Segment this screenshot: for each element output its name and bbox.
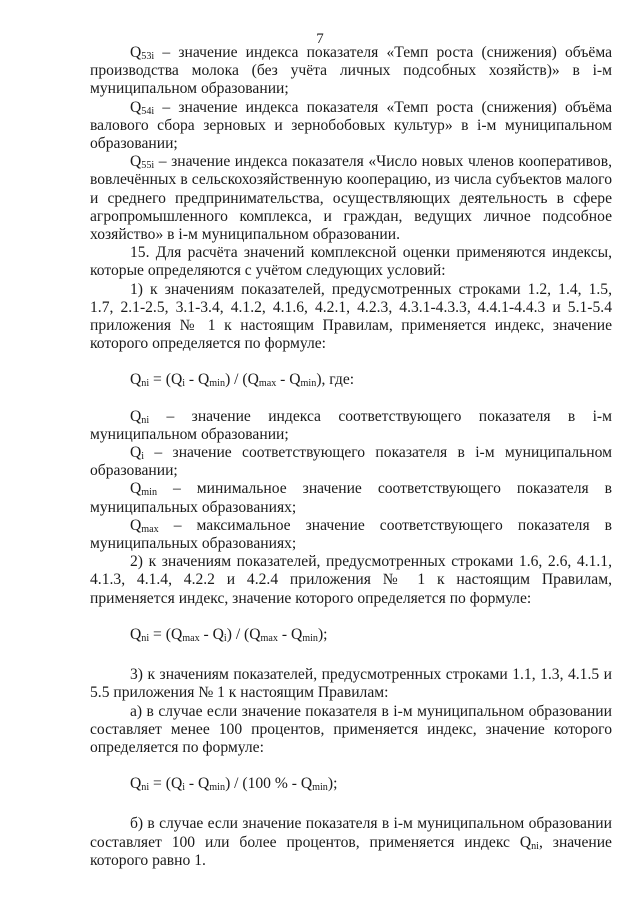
condition-2: 2) к значениям показателей, предусмотренных строками 1.6, 2.6, 4.1.1, 4.1.3, 4.1.4, 4.2.2 и 4.2.4 приложения № 1 к настоящим Правилам, применяется индекс, значение которого определяется по формуле:	[90, 553, 612, 607]
definition-qmax: $Q_{max}$ – максимальное значение соответствующего показателя в муниципальных образованиях;	[90, 516, 612, 553]
definition-qmin: $Q_{min}$ – минимальное значение соответствующего показателя в муниципальных образованиях;	[90, 480, 612, 516]
paragraph-15: 15. Для расчёта значений комплексной оценки применяются индексы, которые определяются с учётом следующих условий:	[90, 244, 612, 280]
condition-3b: б) в случае если значение показателя в i-м муниципальном образовании составляет 100 или более процентов, применяется индекс $Q_{ni}$, значение которого равно 1.	[90, 815, 612, 869]
formula-1: $Q_{ni} = (Q_i - Q_{min}) / (Q_{max} - Q_{min})$, где:	[130, 371, 355, 390]
page-number: 7	[316, 31, 324, 47]
condition-3a: а) в случае если значение показателя в i-м муниципальном образовании составляет менее 100 процентов, применяется индекс, значение которого определяется по формуле:	[90, 702, 612, 756]
condition-1: 1) к значениям показателей, предусмотренных строками 1.2, 1.4, 1.5, 1.7, 2.1-2.5, 3.1-3.4, 4.1.2, 4.1.6, 4.2.1, 4.2.3, 4.3.1-4.3.3, 4.4.1-4.4.3 и 5.1-5.4 приложения № 1 к настоящим Правилам, применяется индекс, значение которого определяется по формуле:	[90, 280, 612, 353]
formula-3: $Q_{ni} = (Q_i - Q_{min}) / (100$ % - $Q_{min}$);	[130, 775, 338, 794]
document-body	[90, 44, 612, 870]
definition-q55: $Q_{55i}$ – значение индекса показателя «Число новых членов кооперативов, вовлечённых в сельскохозяйственную кооперацию, из числа субъектов малого и среднего предпринимательства, осуществляющих деятельность в сфере агропромышленного комплекса, и граждан, ведущих личное подсобное хозяйство» в i-м муниципальном образовании.	[90, 153, 612, 244]
condition-3: 3) к значениям показателей, предусмотренных строками 1.1, 1.3, 4.1.5 и 5.5 приложения № 1 к настоящим Правилам:	[90, 666, 612, 702]
formula-2: $Q_{ni} = (Q_{max} - Q_i) / (Q_{max} - Q_{min})$;	[130, 625, 328, 644]
definition-q53: $Q_{53i}$ – значение индекса показателя «Темп роста (снижения) объёма производства молока (без учёта личных подсобных хозяйств)» в i-м муниципальном образовании;	[90, 44, 612, 98]
definition-qni: $Q_{ni}$ – значение индекса соответствующего показателя в i-м муниципальном образовании;	[90, 407, 612, 443]
definition-qi: $Q_i$ – значение соответствующего показателя в i-м муниципальном образовании;	[90, 444, 612, 480]
definition-q54: $Q_{54i}$ – значение индекса показателя «Темп роста (снижения) объёма валового сбора зерновых и зернобобовых культур» в i-м муниципальном образовании;	[90, 98, 612, 153]
